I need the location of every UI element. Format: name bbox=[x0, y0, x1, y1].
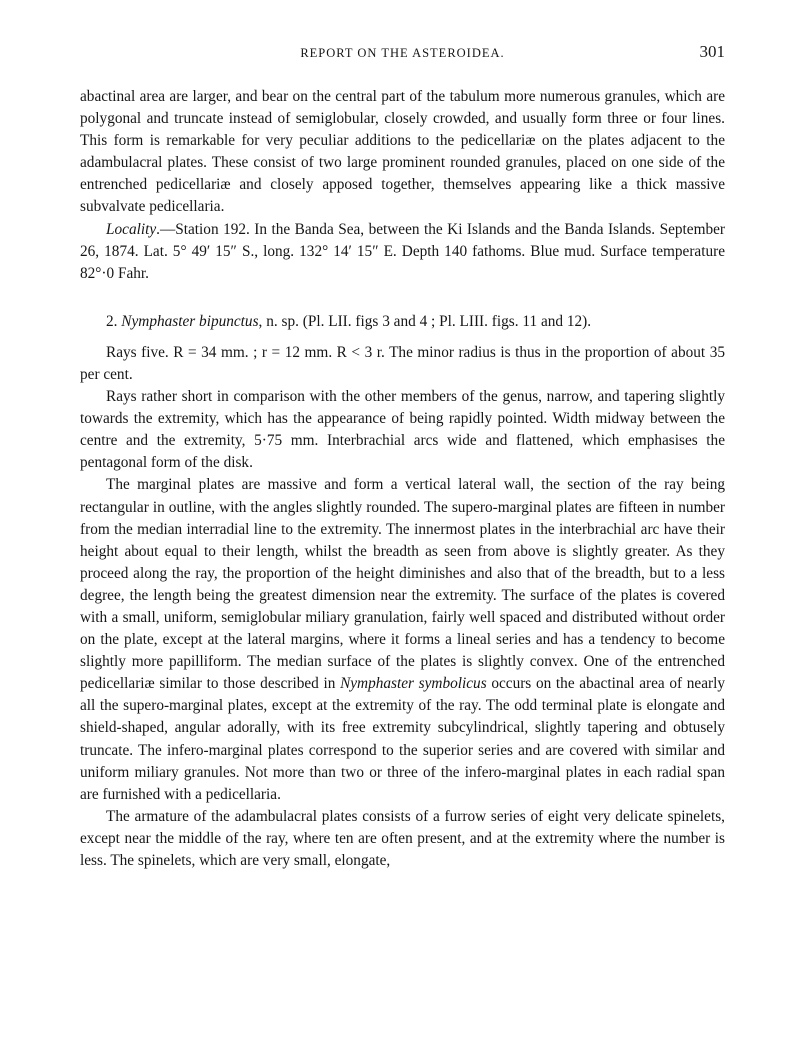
page-number: 301 bbox=[699, 42, 725, 61]
species-heading bbox=[80, 311, 725, 333]
page bbox=[80, 40, 725, 872]
paragraph-marginal-plates bbox=[80, 474, 725, 805]
species-name: Nymphaster bipunctus bbox=[121, 312, 259, 330]
running-head: REPORT ON THE ASTEROIDEA. bbox=[300, 46, 505, 60]
paragraph-armature: The armature of the adambulacral plates consists of a furrow series of eight very delicate spinelets, except near the middle of the ray, where ten are often present, and at the extremity where the number is less. The spinelets, which are very small, elongate, bbox=[80, 807, 725, 869]
page-header bbox=[80, 40, 725, 64]
locality-text: .—Station 192. In the Banda Sea, between the Ki Islands and the Banda Islands. September 26, 1874. Lat. 5° 49′ 15″ S., long. 132° 14′ 15″ E. Depth 140 fathoms. Blue mud. Surface temperature 82°·0 Fahr. bbox=[80, 220, 725, 282]
paragraph-abactinal: abactinal area are larger, and bear on the central part of the tabulum more numerous granules, which are polygonal and truncate instead of semiglobular, closely crowded, and usually form three or four lines. This form is remarkable for very peculiar additions to the pedicellariæ on the plates adjacent to the adambulacral plates. These consist of two large prominent rounded granules, placed on one side of the entrenched pedicellariæ and closely apposed together, themselves appearing like a thick massive subvalvate pedicellaria. bbox=[80, 88, 725, 216]
marginal-text-b: occurs on the abactinal area of nearly all the supero-marginal plates, except at the extremity of the ray. The odd terminal plate is elongate and shield-shaped, angular adorally, with its free extremity subcylindrical, slightly tapering and obtusely truncate. The infero-marginal plates correspond to the superior series and are covered with similar and uniform miliary granules. Not more than two or three of the infero-marginal plates in each radial span are furnished with a pedicellaria. bbox=[80, 675, 725, 803]
locality-label: Locality bbox=[106, 220, 157, 238]
marginal-italic-species: Nymphaster symbolicus bbox=[340, 675, 487, 693]
paragraph-locality bbox=[80, 219, 725, 285]
paragraph-rays-short: Rays rather short in comparison with the other members of the genus, narrow, and tapering slightly towards the extremity, which has the appearance of being rapidly pointed. Width midway between the centre and the extremity, 5·75 mm. Interbrachial arcs wide and flattened, which emphasises the pentagonal form of the disk. bbox=[80, 388, 725, 472]
marginal-text-a: The marginal plates are massive and form a vertical lateral wall, the section of the ray being rectangular in outline, with the angles slightly rounded. The supero-marginal plates are fifteen in number from the median interradial line to the extremity. The innermost plates in the interbrachial arc have their height about equal to their length, whilst the breadth as seen from above is slightly greater. As they proceed along the ray, the proportion of the height diminishes and also that of the breadth, but to a less degree, the length being the greatest dimension near the extremity. The surface of the plates is covered with a small, uniform, semiglobular miliary granulation, fairly well spaced and distributed without order on the plate, except at the lateral margins, where it forms a lineal series and has a tendency to become slightly more papilliform. The median surface of the plates is slightly convex. One of the entrenched pedicellariæ similar to those described in bbox=[80, 476, 725, 693]
species-number: 2. bbox=[106, 312, 122, 330]
paragraph-rays: Rays five. R = 34 mm. ; r = 12 mm. R < 3 r. The minor radius is thus in the proportion of about 35 per cent. bbox=[80, 343, 725, 383]
species-rest: , n. sp. (Pl. LII. figs 3 and 4 ; Pl. LIII. figs. 11 and 12). bbox=[258, 312, 592, 330]
